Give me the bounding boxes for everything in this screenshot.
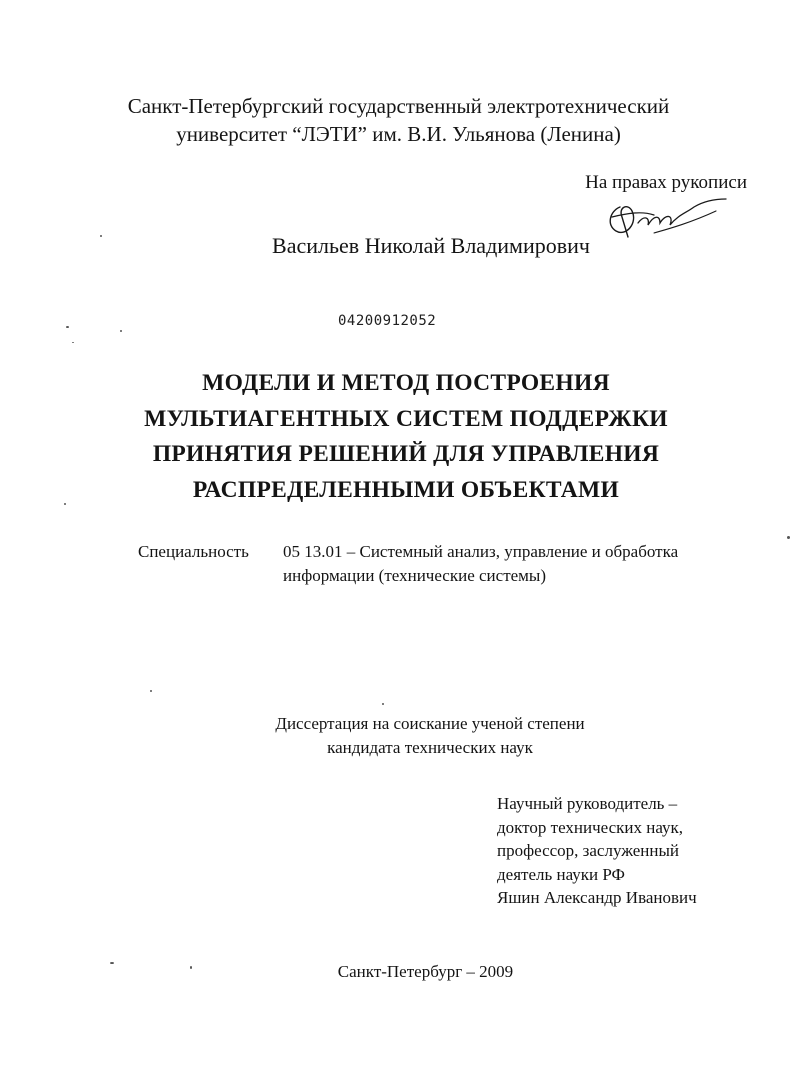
degree-statement [0,712,797,760]
scan-speck [190,966,192,969]
scan-speck [787,536,790,539]
title-line: РАСПРЕДЕЛЕННЫМИ ОБЪЕКТАМИ [192,476,620,503]
document-code: 04200912052 [338,313,437,329]
supervisor-line: Яшин Александр Иванович [497,888,697,907]
scan-speck [110,962,114,964]
scan-speck [382,703,384,705]
institution-name [0,92,797,148]
title-line: ПРИНЯТИЯ РЕШЕНИЙ ДЛЯ УПРАВЛЕНИЯ [152,441,660,467]
title-line: МУЛЬТИАГЕНТНЫХ СИСТЕМ ПОДДЕРЖКИ [144,405,668,432]
degree-line-2: кандидата технических наук [327,738,533,757]
specialty-line-2: информации (технические системы) [283,566,547,585]
scan-speck [120,330,122,332]
scan-speck [64,503,66,505]
supervisor-line: Научный руководитель – [497,794,678,813]
author-name: Васильев Николай Владимирович [272,233,590,258]
degree-line-1: Диссертация на соискание ученой степени [275,714,585,733]
specialty-line-1: 05 13.01 – Системный анализ, управление и обработка [283,542,679,561]
title-line: МОДЕЛИ И МЕТОД ПОСТРОЕНИЯ [202,370,610,396]
dissertation-title [0,366,797,508]
specialty-value [283,540,678,588]
scan-speck [66,326,69,328]
scan-speck [150,690,152,692]
specialty-label: Специальность [138,542,249,561]
supervisor-block [497,792,697,910]
institution-line-2: университет “ЛЭТИ” им. В.И. Ульянова (Ленина) [176,122,621,146]
supervisor-line: деятель науки РФ [497,864,625,884]
institution-line-1: Санкт-Петербургский государственный электротехнический [127,94,670,118]
scan-speck [100,235,102,237]
scan-speck [72,342,74,343]
rights-note: На правах рукописи [585,172,747,193]
supervisor-line: профессор, заслуженный [497,841,680,860]
city-year: Санкт-Петербург – 2009 [337,962,514,981]
supervisor-line: доктор технических наук, [497,817,684,837]
